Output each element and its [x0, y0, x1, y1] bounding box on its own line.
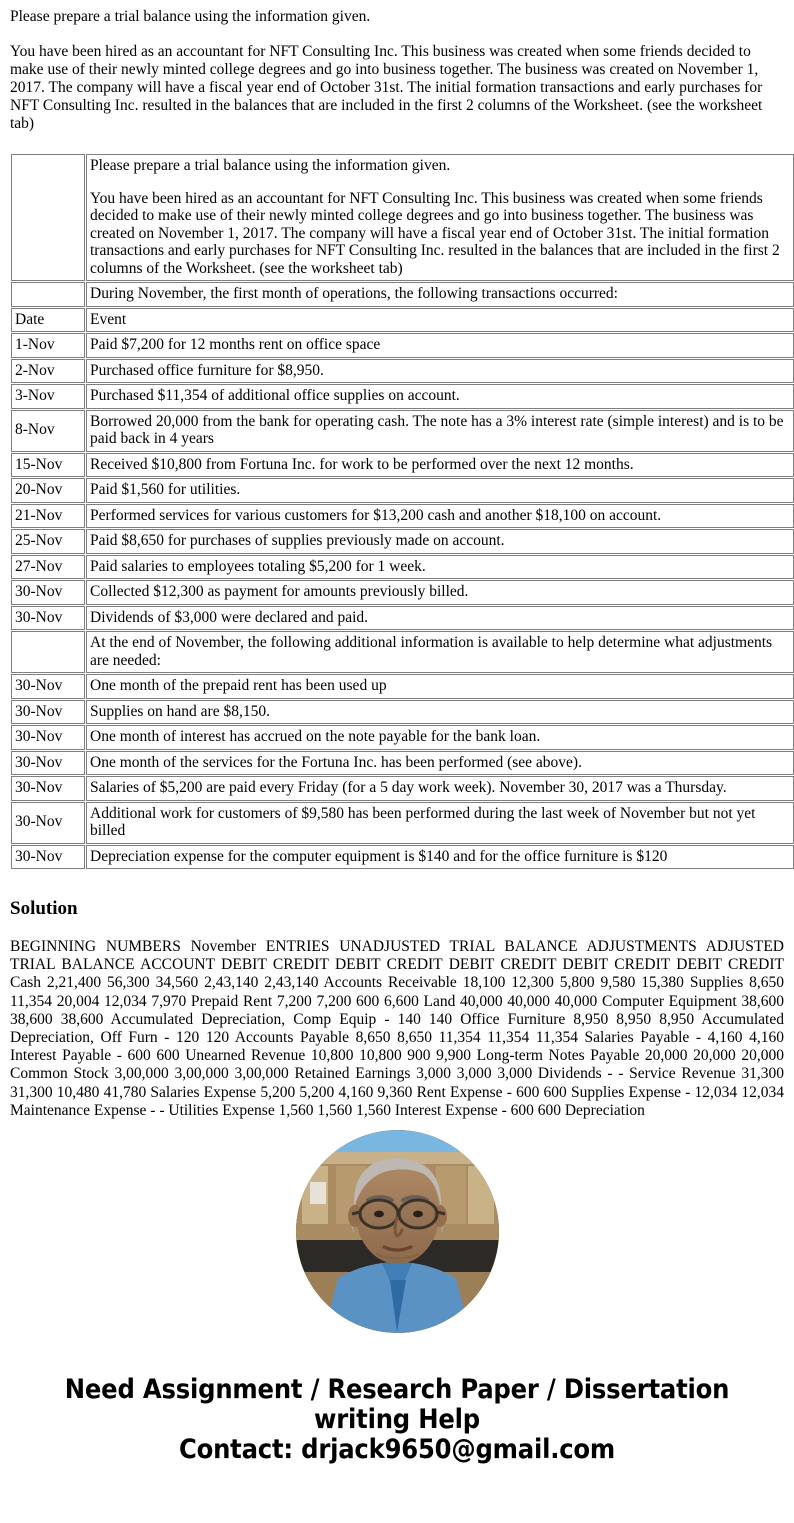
- transaction-event: Paid $1,560 for utilities.: [86, 478, 794, 503]
- table-row: [11, 700, 794, 725]
- promo-line-1: Need Assignment / Research Paper / Dissertation: [64, 1374, 730, 1406]
- adjustment-date: 30-Nov: [11, 776, 85, 801]
- transaction-date: 25-Nov: [11, 529, 85, 554]
- table-header-row: [11, 308, 794, 333]
- transaction-date: 21-Nov: [11, 504, 85, 529]
- transaction-event: Purchased office furniture for $8,950.: [86, 359, 794, 384]
- adjustment-event: Depreciation expense for the computer equipment is $140 and for the office furniture is $120: [86, 845, 794, 870]
- transaction-date: 30-Nov: [11, 606, 85, 631]
- adjustment-event: Salaries of $5,200 are paid every Friday (for a 5 day work week). November 30, 2017 was a Thursday.: [86, 776, 794, 801]
- adjustment-date: 30-Nov: [11, 725, 85, 750]
- transaction-event: Paid $7,200 for 12 months rent on office space: [86, 333, 794, 358]
- intro-cell-line-2: You have been hired as an accountant for NFT Consulting Inc. This business was created when some friends decided to make use of their newly minted college degrees and go into business together. The business was created on November 1, 2017. The company will have a fiscal year end of October 31st. The initial formation transactions and early purchases for NFT Consulting Inc. resulted in the balances that are included in the first 2 columns of the Worksheet. (see the worksheet tab): [90, 189, 780, 277]
- table-row-intro: [11, 154, 794, 281]
- adjustment-event: One month of the prepaid rent has been used up: [86, 674, 794, 699]
- transaction-date: 27-Nov: [11, 555, 85, 580]
- adjustment-date: 30-Nov: [11, 751, 85, 776]
- transaction-event: Performed services for various customers for $13,200 cash and another $18,100 on account.: [86, 504, 794, 529]
- table-row: [11, 580, 794, 605]
- column-header-event: Event: [86, 308, 794, 333]
- adjustment-event: One month of the services for the Fortuna Inc. has been performed (see above).: [86, 751, 794, 776]
- promo-footer: [0, 1375, 794, 1495]
- intro-cell-spacer: [90, 175, 790, 190]
- intro-row-blank-cell: [11, 154, 85, 281]
- table-row: [11, 359, 794, 384]
- transaction-date: 15-Nov: [11, 453, 85, 478]
- during-november-blank-cell: [11, 282, 85, 307]
- transaction-date: 1-Nov: [11, 333, 85, 358]
- table-row: [11, 453, 794, 478]
- solution-heading: Solution: [10, 898, 78, 919]
- intro-section: [0, 0, 794, 133]
- promo-line-3: Contact: drjack9650@gmail.com: [178, 1434, 616, 1466]
- adjustment-date: 30-Nov: [11, 674, 85, 699]
- table-row: [11, 751, 794, 776]
- transaction-event: Paid salaries to employees totaling $5,200 for 1 week.: [86, 555, 794, 580]
- adjustment-event: Additional work for customers of $9,580 has been performed during the last week of November but not yet billed: [86, 802, 794, 844]
- solution-text: BEGINNING NUMBERS November ENTRIES UNADJUSTED TRIAL BALANCE ADJUSTMENTS ADJUSTED TRIAL BALANCE ACCOUNT DEBIT CREDIT DEBIT CREDIT DEBIT CREDIT DEBIT CREDIT DEBIT CREDIT Cash 2,21,400 56,300 34,560 2,43,140 2,43,140 Accounts Receivable 18,100 12,300 5,800 9,580 15,380 Supplies 8,650 11,354 20,004 12,034 7,970 Prepaid Rent 7,200 7,200 600 6,600 Land 40,000 40,000 40,000 Computer Equipment 38,600 38,600 38,600 Accumulated Depreciation, Comp Equip - 140 140 Office Furniture 8,950 8,950 8,950 Accumulated Depreciation, Off Furn - 120 120 Accounts Payable 8,650 8,650 11,354 11,354 11,354 Salaries Payable - 4,160 4,160 Interest Payable - 600 600 Unearned Revenue 10,800 10,800 900 9,900 Long-term Notes Payable 20,000 20,000 20,000 Common Stock 3,00,000 3,00,000 3,00,000 Retained Earnings 3,000 3,000 3,000 Dividends - - Service Revenue 31,300 31,300 10,480 41,780 Salaries Expense 5,200 5,200 4,160 9,360 Rent Expense - 600 600 Supplies Expense - 12,034 12,034 Maintenance Expense - - Utilities Expense 1,560 1,560 1,560 Interest Expense - 600 600 Depreciation: [10, 938, 784, 1119]
- intro-spacer: [10, 26, 784, 43]
- table-row: [11, 776, 794, 801]
- transaction-date: 3-Nov: [11, 384, 85, 409]
- adjustment-date: 30-Nov: [11, 802, 85, 844]
- transaction-event: Purchased $11,354 of additional office supplies on account.: [86, 384, 794, 409]
- worksheet-table-wrapper: [0, 153, 794, 870]
- table-row: [11, 410, 794, 452]
- adjustment-event: One month of interest has accrued on the note payable for the bank loan.: [86, 725, 794, 750]
- assignment-table-body: [11, 154, 794, 869]
- promo-line-2: writing Help: [314, 1404, 480, 1436]
- table-row: [11, 333, 794, 358]
- table-row: [11, 529, 794, 554]
- table-row: [11, 725, 794, 750]
- table-row: [11, 802, 794, 844]
- adjustments-intro-text-cell: At the end of November, the following additional information is available to help determine what adjustments are needed:: [86, 631, 794, 673]
- transaction-date: 20-Nov: [11, 478, 85, 503]
- intro-paragraph-1: Please prepare a trial balance using the information given.: [10, 8, 371, 25]
- assignment-table: [10, 153, 794, 870]
- transaction-event: Borrowed 20,000 from the bank for operating cash. The note has a 3% interest rate (simple interest) and is to be paid back in 4 years: [86, 410, 794, 452]
- table-row: [11, 384, 794, 409]
- adjustment-event: Supplies on hand are $8,150.: [86, 700, 794, 725]
- avatar-portrait-icon: [296, 1130, 499, 1333]
- transaction-event: Collected $12,300 as payment for amounts previously billed.: [86, 580, 794, 605]
- transaction-date: 2-Nov: [11, 359, 85, 384]
- table-row: [11, 478, 794, 503]
- transaction-event: Dividends of $3,000 were declared and paid.: [86, 606, 794, 631]
- table-row: [11, 555, 794, 580]
- transaction-date: 8-Nov: [11, 410, 85, 452]
- table-row: [11, 606, 794, 631]
- table-row: [11, 674, 794, 699]
- adjustment-date: 30-Nov: [11, 700, 85, 725]
- intro-paragraph-2: You have been hired as an accountant for NFT Consulting Inc. This business was created when some friends decided to make use of their newly minted college degrees and go into business together. The business was created on November 1, 2017. The company will have a fiscal year end of October 31st. The initial formation transactions and early purchases for NFT Consulting Inc. resulted in the balances that are included in the first 2 columns of the Worksheet. (see the worksheet tab): [10, 43, 763, 132]
- transaction-event: Paid $8,650 for purchases of supplies previously made on account.: [86, 529, 794, 554]
- column-header-date: Date: [11, 308, 85, 333]
- table-row: [11, 504, 794, 529]
- intro-row-text-cell: [86, 154, 794, 281]
- transaction-event: Received $10,800 from Fortuna Inc. for work to be performed over the next 12 months.: [86, 453, 794, 478]
- table-row: [11, 845, 794, 870]
- adjustments-intro-blank-cell: [11, 631, 85, 673]
- avatar-row: [0, 1130, 794, 1333]
- avatar: [296, 1130, 499, 1333]
- table-row-during-november: [11, 282, 794, 307]
- intro-cell-line-1: Please prepare a trial balance using the information given.: [90, 157, 451, 174]
- adjustment-date: 30-Nov: [11, 845, 85, 870]
- transaction-date: 30-Nov: [11, 580, 85, 605]
- during-november-text-cell: During November, the first month of operations, the following transactions occurred:: [86, 282, 794, 307]
- table-row-adjustments-intro: [11, 631, 794, 673]
